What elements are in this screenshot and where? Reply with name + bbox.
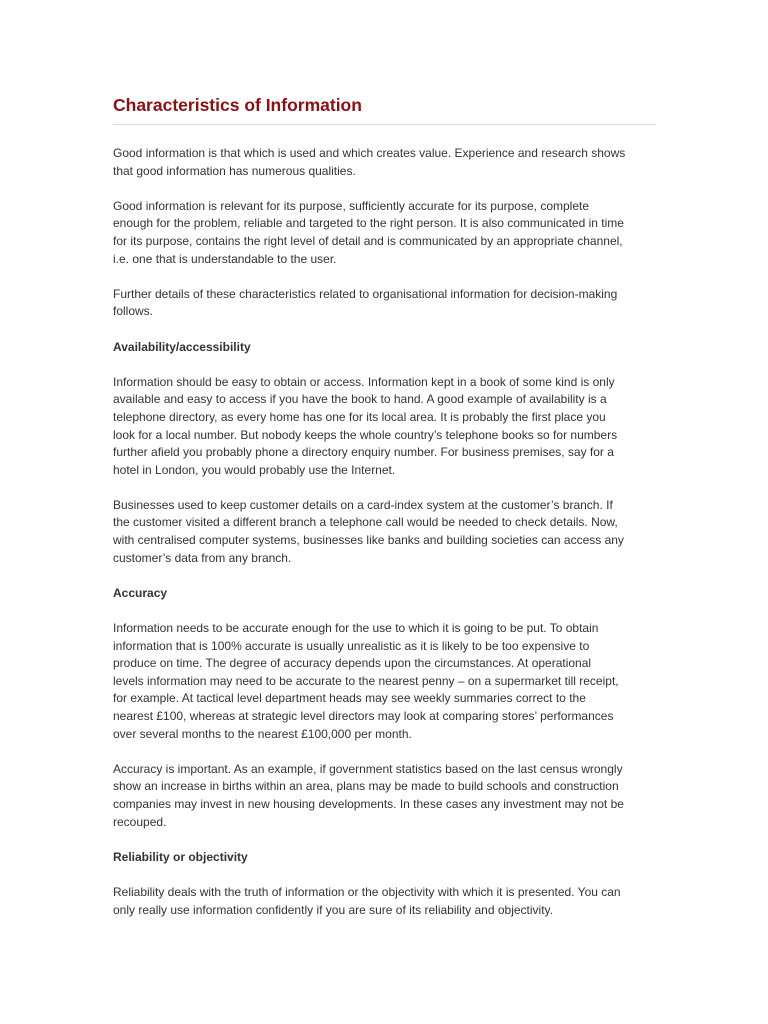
text-line: with centralised computer systems, businesses like banks and building societies can access any: [113, 533, 624, 548]
text-line: levels information may need to be accurate to the nearest penny – on a supermarket till receipt,: [113, 673, 619, 688]
text-line: produce on time. The degree of accuracy depends upon the circumstances. At operational: [113, 656, 592, 671]
text-line: the customer visited a different branch a telephone call would be needed to check details. Now,: [113, 515, 618, 530]
text-line: Businesses used to keep customer details on a card-index system at the customer’s branch. If: [113, 497, 613, 512]
text-line: that good information has numerous qualities.: [113, 163, 356, 178]
availability-paragraph-2: [113, 497, 656, 567]
text-line: customer’s data from any branch.: [113, 550, 292, 565]
text-line: Good information is that which is used and which creates value. Experience and research shows: [113, 146, 626, 160]
text-line: follows.: [113, 304, 154, 319]
text-line: enough for the problem, reliable and targeted to the right person. It is also communicated in time: [113, 216, 624, 231]
text-line: further afield you probably phone a directory enquiry number. For business premises, say for a: [113, 445, 614, 460]
title-divider: [113, 124, 656, 125]
text-line: information that is 100% accurate is usually unrealistic as it is likely to be too expensive to: [113, 638, 590, 653]
section-heading-reliability: Reliability or objectivity: [113, 849, 248, 864]
text-line: Information needs to be accurate enough for the use to which it is going to be put. To obtain: [113, 621, 599, 636]
text-line: nearest £100, whereas at strategic level directors may look at comparing stores’ performances: [113, 709, 614, 723]
text-line: telephone directory, as every home has one for its local area. It is probably the first place you: [113, 409, 606, 424]
intro-paragraph-1: [113, 145, 656, 180]
text-line: Information should be easy to obtain or access. Information kept in a book of some kind is only: [113, 374, 615, 389]
accuracy-paragraph-2: [113, 761, 656, 831]
text-line: companies may invest in new housing developments. In these cases any investment may not be: [113, 796, 624, 811]
text-line: look for a local number. But nobody keeps the whole country’s telephone books so for numbers: [113, 427, 618, 442]
intro-paragraph-3: [113, 286, 656, 321]
text-line: Further details of these characteristics related to organisational information for decision-making: [113, 286, 618, 301]
reliability-paragraph-1: [113, 884, 656, 919]
document-page: [113, 94, 656, 937]
text-line: show an increase in births within an area, plans may be made to build schools and construction: [113, 779, 619, 794]
text-line: Good information is relevant for its purpose, sufficiently accurate for its purpose, complete: [113, 198, 590, 213]
accuracy-paragraph-1: [113, 620, 656, 743]
text-line: Accuracy is important. As an example, if government statistics based on the last census wrongly: [113, 761, 623, 776]
text-line: for example. At tactical level department heads may see weekly summaries correct to the: [113, 691, 586, 706]
text-line: available and easy to access if you have the book to hand. A good example of availability is a: [113, 392, 607, 407]
text-line: over several months to the nearest £100,000 per month.: [113, 726, 412, 741]
text-line: only really use information confidently if you are sure of its reliability and objectivity.: [113, 902, 553, 917]
section-heading-accuracy: Accuracy: [113, 585, 168, 600]
section-heading-availability: Availability/accessibility: [113, 339, 251, 354]
text-line: Reliability deals with the truth of information or the objectivity with which it is presented. You can: [113, 884, 621, 899]
text-line: i.e. one that is understandable to the user.: [113, 251, 337, 266]
text-line: for its purpose, contains the right level of detail and is communicated by an appropriate channel,: [113, 233, 623, 248]
availability-paragraph-1: [113, 374, 656, 480]
intro-paragraph-2: [113, 198, 656, 268]
text-line: recouped.: [113, 814, 167, 829]
page-title: Characteristics of Information: [113, 95, 362, 115]
text-line: hotel in London, you would probably use the Internet.: [113, 462, 396, 477]
